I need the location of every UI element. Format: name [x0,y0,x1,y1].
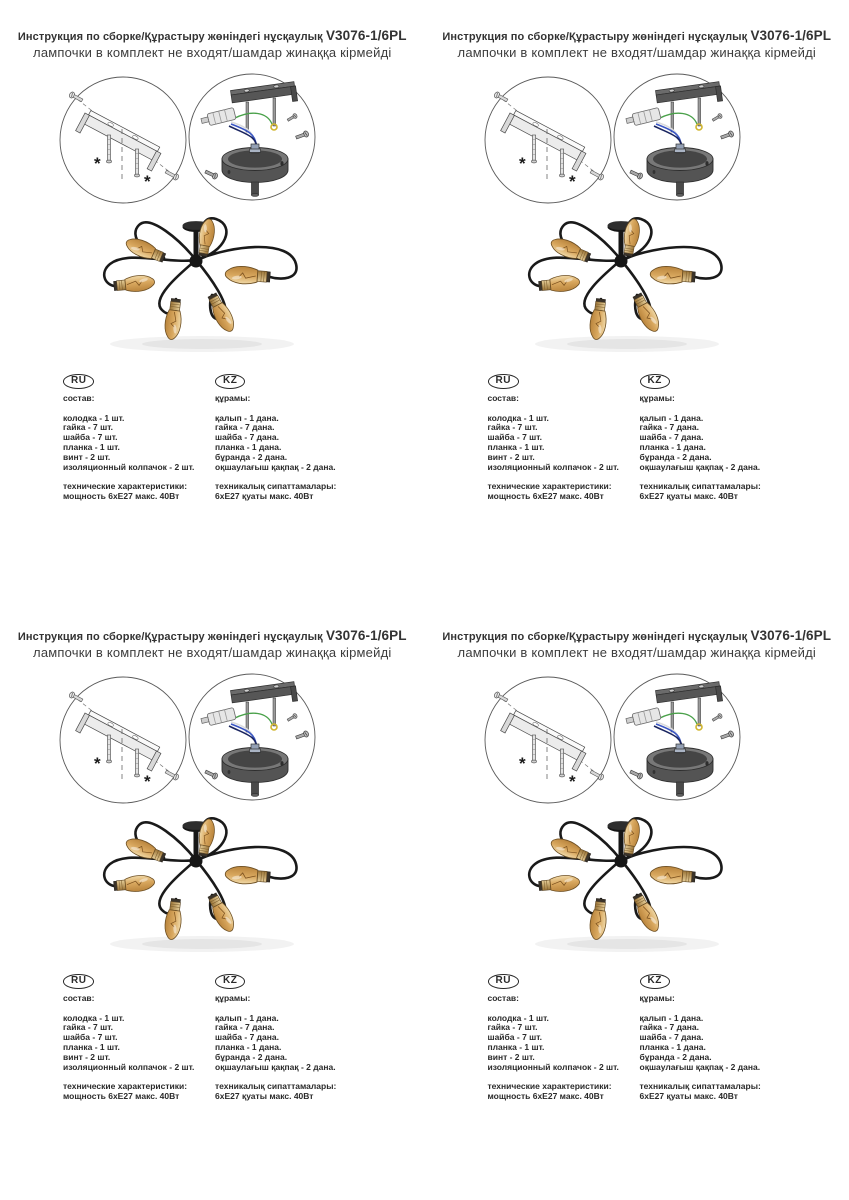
threaded-stud [134,149,139,177]
bulb [123,235,167,265]
asterisk-mark: * [144,172,151,191]
parts-list-item: планка - 1 дана. [215,1041,282,1052]
parts-column-ru [488,374,633,502]
asterisk-mark: * [94,154,101,173]
bulb [588,298,609,340]
specs-heading-kz: техникалық сипаттамалары: [215,481,337,492]
center-hub [614,255,627,268]
specs-value-ru: мощность 6хЕ27 макс. 40Вт [63,491,180,502]
parts-list-item: қалып - 1 дана. [639,412,704,423]
canopy-wiring-diagram [185,670,319,804]
parts-heading-kz: құрамы: [215,992,251,1003]
parts-list-item: бұранда - 2 дана. [215,451,288,462]
parts-column-ru [63,974,208,1102]
parts-list-ru [63,414,208,473]
mounting-bracket-diagram [56,73,190,207]
parts-list-item: гайка - 7 шт. [63,1022,113,1033]
canopy-wiring-diagram [610,70,744,204]
chandelier-illustration [509,806,739,958]
parts-list-item: колодка - 1 шт. [487,1012,549,1023]
parts-column-ru [63,374,208,502]
specs-heading-kz: техникалық сипаттамалары: [215,1081,337,1092]
parts-list-kz [215,414,375,473]
asterisk-mark: * [94,754,101,773]
model-number: V3076-1/6PL [750,628,832,643]
parts-heading-kz: құрамы: [215,392,251,403]
threaded-stud [531,135,536,163]
hanging-stud [246,702,249,732]
mounting-bracket-diagram [56,673,190,807]
sheet-title [0,28,425,43]
parts-list-item: гайка - 7 дана. [215,1022,275,1033]
mounting-bracket-diagram [481,73,615,207]
parts-list-item: шайба - 7 шт. [63,432,118,443]
parts-column-kz [640,374,800,502]
parts-list-item: бұранда - 2 дана. [639,451,712,462]
sheet-header [0,628,425,660]
sheet-title [425,28,849,43]
parts-heading-ru: состав: [487,992,519,1003]
title-text: Инструкция по сборке/Құрастыру жөніндегі нұсқаулық [17,631,323,643]
parts-list-item: изоляционный колпачок - 2 шт. [63,461,195,472]
parts-list-item: оқшаулағыш қақпақ - 2 дана. [639,461,761,472]
title-text: Инструкция по сборке/Құрастыру жөніндегі нұсқаулық [442,31,748,43]
threaded-stud [559,749,564,777]
bulb [225,265,271,285]
center-hub [190,255,203,268]
parts-column-kz [215,974,375,1102]
parts-column-kz [640,974,800,1102]
hanging-stud [698,98,701,126]
sheet-subtitle: лампочки в комплект не входят/шамдар жинаққа кірмейді [33,45,392,60]
parts-heading-ru: состав: [63,992,95,1003]
parts-column-ru [488,974,633,1102]
sheet-title [425,628,849,643]
parts-list-item: планка - 1 дана. [639,1041,706,1052]
bulb [548,235,592,265]
sheet-header [425,28,849,60]
instruction-sheet-panel [425,600,849,1200]
parts-list-item: бұранда - 2 дана. [215,1051,288,1062]
hanging-stud [273,98,276,126]
sheet-title [0,628,425,643]
parts-list-item: бұранда - 2 дана. [639,1051,712,1062]
threaded-stud [106,735,111,763]
center-hub [190,855,203,868]
threaded-stud [559,149,564,177]
sheet-subtitle: лампочки в комплект не входят/шамдар жинаққа кірмейді [457,645,816,660]
instruction-sheet-panel [0,600,425,1200]
canopy-wiring-diagram [610,670,744,804]
parts-list-item: планка - 1 шт. [487,441,545,452]
parts-list-item: планка - 1 шт. [63,441,120,452]
parts-list-item: қалып - 1 дана. [639,1012,704,1023]
bulb [113,274,155,294]
specs-value-ru: мощность 6хЕ27 макс. 40Вт [487,491,604,502]
bulb [163,298,184,340]
parts-list-item: гайка - 7 шт. [63,422,113,433]
specs-heading-ru: технические характеристики: [487,481,612,492]
parts-list-item: шайба - 7 шт. [63,1032,118,1043]
parts-heading-ru: состав: [63,392,95,403]
parts-list-item: шайба - 7 дана. [639,1032,704,1043]
language-badge-ru: RU [63,974,94,989]
parts-list-item: гайка - 7 дана. [639,1022,699,1033]
bulb [123,835,167,865]
parts-heading-kz: құрамы: [639,992,675,1003]
parts-list-item: планка - 1 дана. [639,441,706,452]
sheet-subtitle: лампочки в комплект не входят/шамдар жинаққа кірмейді [457,45,816,60]
specs-heading-kz: техникалық сипаттамалары: [639,481,761,492]
parts-list-item: қалып - 1 дана. [215,1012,279,1023]
center-hub [614,855,627,868]
parts-list-item: шайба - 7 шт. [487,1032,543,1043]
asterisk-mark: * [568,772,576,791]
parts-list-item: колодка - 1 шт. [63,412,125,423]
asterisk-mark: * [568,172,576,191]
parts-list-item: изоляционный колпачок - 2 шт. [63,1061,195,1072]
parts-list-item: қалып - 1 дана. [215,412,279,423]
bulb [163,898,184,940]
parts-list-item: оқшаулағыш қақпақ - 2 дана. [215,461,336,472]
title-text: Инструкция по сборке/Құрастыру жөніндегі нұсқаулық [442,631,748,643]
parts-list-item: шайба - 7 дана. [639,432,704,443]
language-badge-ru: RU [63,374,94,389]
parts-list-item: планка - 1 дана. [215,441,282,452]
parts-list-item: гайка - 7 дана. [639,422,699,433]
parts-list-ru [63,1014,208,1073]
parts-list-item: колодка - 1 шт. [487,412,549,423]
bulb [538,274,580,294]
chandelier-illustration [509,206,739,358]
parts-list-kz [640,414,800,473]
parts-list-item: оқшаулағыш қақпақ - 2 дана. [215,1061,336,1072]
canopy-wiring-diagram [185,70,319,204]
bulb [225,865,271,885]
title-text: Инструкция по сборке/Құрастыру жөніндегі нұсқаулық [17,31,323,43]
specs-value-kz: 6хЕ27 қуаты макс. 40Вт [215,491,314,502]
model-number: V3076-1/6PL [750,28,832,43]
asterisk-mark: * [144,772,151,791]
parts-list-ru [488,414,633,473]
instruction-sheet-panel [0,0,425,600]
chandelier-illustration [84,806,314,958]
threaded-stud [106,135,111,163]
chandelier-illustration [84,206,314,358]
parts-heading-ru: состав: [487,392,519,403]
parts-list-item: изоляционный колпачок - 2 шт. [487,461,619,472]
parts-list-item: колодка - 1 шт. [63,1012,125,1023]
parts-column-kz [215,374,375,502]
hanging-stud [671,702,674,732]
parts-list-item: оқшаулағыш қақпақ - 2 дана. [639,1061,761,1072]
asterisk-mark: * [518,754,526,773]
language-badge-kz: KZ [640,374,670,389]
parts-list-item: винт - 2 шт. [63,1051,111,1062]
parts-list-item: планка - 1 шт. [63,1041,120,1052]
hanging-stud [698,698,701,726]
specs-value-ru: мощность 6хЕ27 макс. 40Вт [487,1091,604,1102]
language-badge-ru: RU [488,374,519,389]
asterisk-mark: * [518,154,526,173]
hanging-stud [671,102,674,132]
parts-list-item: винт - 2 шт. [63,451,111,462]
specs-value-ru: мощность 6хЕ27 макс. 40Вт [63,1091,180,1102]
specs-value-kz: 6хЕ27 қуаты макс. 40Вт [215,1091,314,1102]
sheet-subtitle: лампочки в комплект не входят/шамдар жинаққа кірмейді [33,645,392,660]
model-number: V3076-1/6PL [325,628,407,643]
parts-list-item: шайба - 7 дана. [215,432,280,443]
parts-list-item: гайка - 7 шт. [487,1022,538,1033]
sheet-header [0,28,425,60]
language-badge-kz: KZ [215,374,245,389]
parts-list-item: шайба - 7 дана. [215,1032,280,1043]
parts-list-item: винт - 2 шт. [487,451,535,462]
bulb [649,265,695,285]
language-badge-ru: RU [488,974,519,989]
parts-list-ru [488,1014,633,1073]
bulb [538,874,580,894]
parts-heading-kz: құрамы: [639,392,675,403]
model-number: V3076-1/6PL [325,28,407,43]
specs-heading-kz: техникалық сипаттамалары: [639,1081,761,1092]
specs-value-kz: 6хЕ27 қуаты макс. 40Вт [639,1091,738,1102]
parts-list-item: винт - 2 шт. [487,1051,535,1062]
parts-list-kz [640,1014,800,1073]
bulb [548,835,592,865]
hanging-stud [246,102,249,132]
specs-heading-ru: технические характеристики: [487,1081,612,1092]
mounting-bracket-diagram [481,673,615,807]
specs-value-kz: 6хЕ27 қуаты макс. 40Вт [639,491,738,502]
bulb [113,874,155,894]
instruction-sheet-panel [425,0,849,600]
parts-list-kz [215,1014,375,1073]
parts-list-item: шайба - 7 шт. [487,432,543,443]
language-badge-kz: KZ [640,974,670,989]
threaded-stud [134,749,139,777]
language-badge-kz: KZ [215,974,245,989]
specs-heading-ru: технические характеристики: [63,481,188,492]
parts-list-item: изоляционный колпачок - 2 шт. [487,1061,619,1072]
bulb [649,865,695,885]
bulb [588,898,609,940]
parts-list-item: гайка - 7 шт. [487,422,538,433]
specs-heading-ru: технические характеристики: [63,1081,188,1092]
parts-list-item: гайка - 7 дана. [215,422,275,433]
sheet-header [425,628,849,660]
parts-list-item: планка - 1 шт. [487,1041,545,1052]
hanging-stud [273,698,276,726]
threaded-stud [531,735,536,763]
